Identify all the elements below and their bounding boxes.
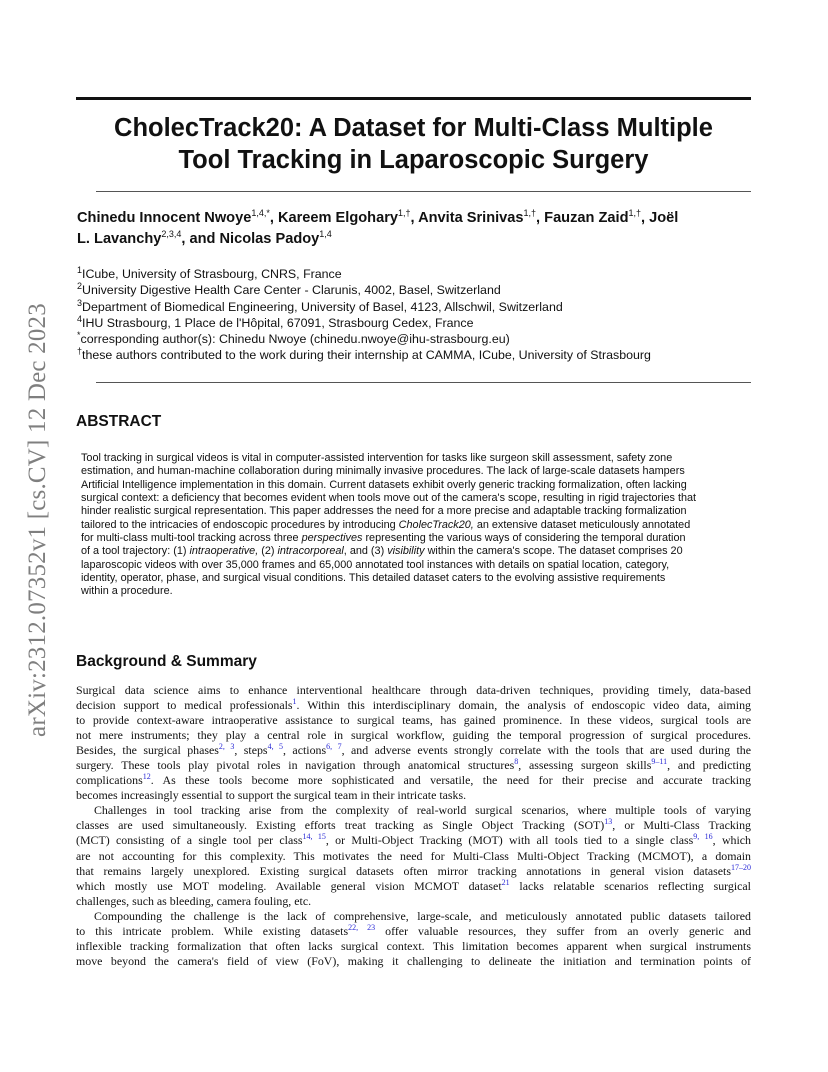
affiliation-text: University Digestive Health Care Center - Clarunis, 4002, Basel, Switzerland bbox=[82, 283, 501, 298]
abstract-fragment: an extensive dataset meticulously annotated bbox=[473, 518, 691, 531]
body-fragment: that remains largely unexplored. Existing surgical datasets often mirror tracking annotations in general vision datasets bbox=[76, 863, 731, 878]
affiliation-marker: 2 bbox=[77, 281, 83, 292]
author-list bbox=[77, 208, 757, 250]
body-line: becomes increasingly essential to support the surgical team in their intricate tasks. bbox=[76, 788, 467, 803]
affiliation-text: these authors contributed to the work during their internship at CAMMA, ICube, University of Strasbourg bbox=[82, 348, 651, 363]
citation-link[interactable]: 9, 16 bbox=[693, 832, 713, 842]
body-fragment: which mostly use MOT modeling. Available general vision MCMOT dataset bbox=[76, 878, 502, 893]
author-name: , Kareem Elgohary bbox=[269, 210, 398, 226]
body-line: Compounding the challenge is the lack of comprehensive, large-scale, and meticulously annotated public datasets tailored bbox=[94, 908, 751, 923]
author-affiliation-marker: 1,† bbox=[628, 208, 641, 219]
author-name: , Joël bbox=[641, 210, 679, 226]
affiliation-text: ICube, University of Strasbourg, CNRS, France bbox=[82, 267, 342, 281]
citation-link[interactable]: 21 bbox=[501, 877, 510, 887]
author-name: , and Nicolas Padoy bbox=[181, 231, 320, 247]
emphasis: perspectives bbox=[301, 532, 363, 545]
body-fragment: , or Multi-Class Tracking bbox=[612, 818, 751, 833]
abstract-line: surgical context: a deficiency that becomes evident when tools move out of the camera's scope, resulting in rigid trajectories that bbox=[81, 492, 697, 505]
affiliation-marker: 1 bbox=[77, 264, 83, 275]
body-line bbox=[76, 698, 751, 713]
body-line: are not accounting for this complexity. This motivates the need for Multi-Class Multi-Object Tracking (MCMOT), a domain bbox=[76, 848, 751, 863]
title-line-2: Tool Tracking in Laparoscopic Surgery bbox=[178, 146, 649, 174]
affiliation-item bbox=[77, 347, 757, 363]
section-heading-background: Background & Summary bbox=[76, 653, 257, 670]
emphasis: intracorporeal bbox=[277, 545, 344, 558]
author-affiliation-marker: 1,† bbox=[398, 208, 411, 219]
citation-link[interactable]: 2, 3 bbox=[218, 742, 235, 752]
affiliations-bottom-rule bbox=[96, 382, 751, 383]
abstract-fragment: representing the various ways of considering the temporal duration bbox=[362, 532, 686, 545]
body-fragment: decision support to medical professionals bbox=[76, 698, 293, 713]
body-fragment: , and adverse events strongly correlate with the tools that are used during the bbox=[341, 743, 752, 758]
abstract-fragment: , and (3) bbox=[343, 545, 388, 558]
abstract-line: estimation, and human-machine collaboration during minimally invasive procedures. The lack of large-scale datasets hampers bbox=[81, 465, 685, 478]
abstract-heading: ABSTRACT bbox=[76, 413, 162, 430]
body-line: Surgical data science aims to enhance interventional healthcare through data-driven techniques, providing timely, data-based bbox=[76, 683, 751, 697]
author-affiliation-marker: 2,3,4 bbox=[161, 229, 182, 240]
emphasis: intraoperative, bbox=[189, 545, 259, 558]
body-fragment: , and predicting bbox=[667, 758, 751, 773]
author-affiliation-marker: 1,4,* bbox=[251, 208, 270, 219]
citation-link[interactable]: 13 bbox=[604, 817, 613, 827]
abstract-line: within a procedure. bbox=[81, 585, 173, 598]
author-name: , Fauzan Zaid bbox=[536, 210, 629, 226]
abstract-fragment: of a tool trajectory: (1) bbox=[81, 545, 190, 558]
author-name: Chinedu Innocent Nwoye bbox=[77, 210, 252, 226]
arxiv-stamp: arXiv:2312.07352v1 [cs.CV] 12 Dec 2023 bbox=[24, 303, 51, 737]
abstract-fragment: tailored to the intricacies of endoscopic procedures by introducing bbox=[81, 518, 399, 531]
abstract-line bbox=[81, 532, 751, 545]
abstract-line bbox=[81, 545, 751, 558]
body-line: to provide context-aware intraoperative assistance to surgical teams, has gained prominence. In these videos, surgical tools are bbox=[76, 713, 751, 728]
body-fragment: , which bbox=[712, 833, 752, 848]
body-fragment: , actions bbox=[283, 743, 327, 758]
citation-link[interactable]: 9–11 bbox=[651, 757, 668, 767]
author-name: L. Lavanchy bbox=[77, 231, 162, 247]
author-affiliation-marker: 1,† bbox=[523, 208, 537, 219]
dataset-name-emphasis: CholecTrack20, bbox=[398, 518, 474, 531]
body-line: not mere instruments; they play a central role in surgical workflow, guiding the temporal progression of surgical procedures. bbox=[76, 728, 751, 743]
body-line bbox=[76, 773, 751, 788]
body-fragment: . As these tools become more sophisticated and versatile, the need for their precise and accurate tracking bbox=[150, 773, 751, 788]
affiliation-item bbox=[77, 331, 757, 347]
affiliation-marker: 4 bbox=[77, 313, 83, 324]
affiliation-item bbox=[77, 282, 757, 298]
body-fragment: (MCT) consisting of a single tool per class bbox=[76, 833, 303, 848]
emphasis: visibility bbox=[387, 545, 425, 558]
body-fragment: lacks relatable scenarios reflecting surgical bbox=[509, 878, 751, 893]
affiliation-marker: * bbox=[77, 330, 81, 341]
citation-link[interactable]: 22, 23 bbox=[348, 922, 376, 932]
abstract-line: Artificial Intelligence implementation in this domain. Current datasets exhibit overly generic tracking formalization, often lacking bbox=[81, 478, 687, 491]
body-line bbox=[76, 818, 751, 833]
affiliation-text: corresponding author(s): Chinedu Nwoye (chinedu.nwoye@ihu-strasbourg.eu) bbox=[80, 332, 510, 347]
body-line bbox=[76, 833, 751, 848]
body-fragment: . Within this interdisciplinary domain, the analysis of endoscopic video data, aiming bbox=[296, 698, 751, 713]
citation-link[interactable]: 1 bbox=[292, 697, 297, 707]
body-line bbox=[76, 864, 751, 879]
body-text bbox=[76, 683, 751, 969]
abstract-line: hinder realistic surgical representation. This paper addresses the need for a more precise and adaptable tracking formalization bbox=[81, 505, 687, 518]
paper-title bbox=[76, 112, 751, 176]
body-fragment: , assessing surgeon skills bbox=[518, 758, 652, 773]
affiliation-text: IHU Strasbourg, 1 Place de l'Hôpital, 67091, Strasbourg Cedex, France bbox=[82, 315, 474, 330]
abstract-line: identity, operator, phase, and surgical visual conditions. This detailed dataset caters to the evolving assistive requirements bbox=[81, 572, 666, 585]
abstract-fragment: for multi-class multi-tool tracking across three bbox=[81, 532, 302, 545]
citation-link[interactable]: 8 bbox=[514, 757, 519, 767]
body-fragment: complications bbox=[76, 773, 143, 788]
title-top-rule bbox=[76, 97, 751, 100]
abstract-line: Tool tracking in surgical videos is vital in computer-assisted intervention for tasks like surgeon skill assessment, safety zone bbox=[81, 452, 673, 464]
author-name: , Anvita Srinivas bbox=[410, 210, 524, 226]
affiliation-item bbox=[77, 299, 757, 315]
citation-link[interactable]: 4, 5 bbox=[267, 742, 284, 752]
affiliation-list bbox=[77, 266, 757, 364]
body-fragment: , or Multi-Object Tracking (MOT) with all tools tied to a single class bbox=[325, 833, 694, 848]
body-line bbox=[76, 924, 751, 939]
citation-link[interactable]: 6, 7 bbox=[326, 742, 342, 752]
abstract-text bbox=[81, 452, 751, 599]
body-fragment: classes are used simultaneously. Existing efforts treat tracking as Single Object Tracking (SOT) bbox=[76, 818, 605, 833]
citation-link[interactable]: 12 bbox=[142, 772, 151, 782]
abstract-fragment: within the camera's scope. The dataset comprises 20 bbox=[424, 545, 683, 558]
body-line bbox=[76, 758, 751, 773]
body-line bbox=[76, 743, 751, 758]
body-line: move beyond the camera's field of view (FoV), making it challenging to delineate the initiation and termination points of bbox=[76, 953, 751, 968]
affiliation-marker: 3 bbox=[77, 297, 83, 308]
citation-link[interactable]: 17–20 bbox=[731, 862, 751, 872]
affiliation-marker: † bbox=[77, 346, 83, 357]
abstract-line: laparoscopic videos with over 35,000 frames and 65,000 annotated tool instances with details on spatial location, category, bbox=[81, 558, 670, 571]
body-line: challenges, such as bleeding, camera fouling, etc. bbox=[76, 893, 312, 908]
body-line: Challenges in tool tracking arise from the complexity of real-world surgical scenarios, where multiple tools of varying bbox=[94, 803, 751, 818]
title-bottom-rule bbox=[96, 191, 751, 192]
body-fragment: to this intricate problem. While existing datasets bbox=[76, 923, 349, 938]
body-fragment: Besides, the surgical phases bbox=[76, 743, 219, 758]
affiliation-item bbox=[77, 315, 757, 331]
body-line: inflexible tracking formalization that often lacks surgical context. This limitation becomes apparent when surgical instruments bbox=[76, 938, 751, 953]
abstract-line bbox=[81, 519, 751, 532]
citation-link[interactable]: 14, 15 bbox=[302, 832, 326, 842]
abstract-fragment: (2) bbox=[258, 545, 278, 558]
body-fragment: offer valuable resources, they suffer from an overly generic and bbox=[375, 923, 752, 938]
affiliation-item bbox=[77, 266, 757, 282]
body-line bbox=[76, 879, 751, 894]
body-fragment: , steps bbox=[234, 743, 268, 758]
title-line-1: CholecTrack20: A Dataset for Multi-Class Multiple bbox=[114, 114, 713, 142]
affiliation-text: Department of Biomedical Engineering, University of Basel, 4123, Allschwil, Switzerland bbox=[82, 299, 563, 314]
body-fragment: surgery. These tools play pivotal roles in navigation through anatomical structures bbox=[76, 758, 515, 773]
author-affiliation-marker: 1,4 bbox=[319, 229, 332, 240]
